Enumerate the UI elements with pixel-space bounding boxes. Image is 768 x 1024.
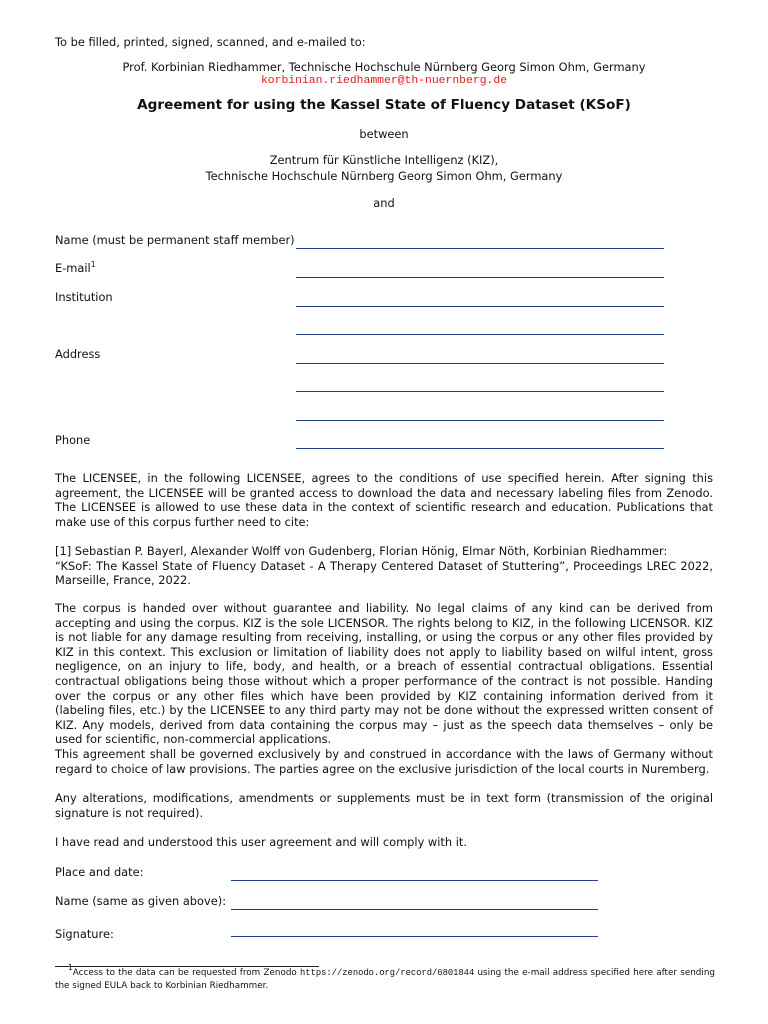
and-text: and bbox=[373, 196, 395, 210]
address-field-2[interactable] bbox=[296, 391, 664, 392]
zenodo-link[interactable]: https://zenodo.org/record/6801844 bbox=[300, 968, 475, 978]
signature-name-field[interactable] bbox=[231, 909, 598, 910]
party-line-2: Technische Hochschule Nürnberg Georg Simon Ohm, Germany bbox=[205, 169, 563, 183]
paragraph-terms-intro: The LICENSEE, in the following LICENSEE, agrees to the conditions of use specified herein. After signing this agreement, the LICENSEE will be granted access to download the data and necessary labeling files from Zenodo. The LICENSEE is allowed to use these data in the context of scientific research and education. Publications that make use of this corpus further need to cite: bbox=[55, 471, 713, 529]
name-field[interactable] bbox=[296, 248, 664, 249]
signature-field[interactable] bbox=[231, 936, 598, 937]
email-label: E-mail$^1$ bbox=[55, 260, 96, 275]
recipient: Prof. Korbinian Riedhammer, Technische Hochschule Nürnberg Georg Simon Ohm, Germany bbox=[122, 60, 646, 74]
party-line-1: Zentrum für Künstliche Intelligenz (KIZ), bbox=[269, 153, 499, 167]
paragraph-liability: The corpus is handed over without guarantee and liability. No legal claims of any kind can be derived from accepting and using the corpus. KIZ is the sole LICENSOR. The rights belong to KIZ, in the following LICENSOR. KIZ is not liable for any damage resulting from receiving, installing, or using the corpus or any other files provided by KIZ in this context. This exclusion or limitation of liability does not apply to liability based on wilful intent, gross negligence, on an injury to life, body, and health, or a breach of essential contractual obligations. Essential contractual obligations being those without which a proper performance of the contract is not possible. Handing over the corpus or any other files which have been provided by KIZ containing information derived from it (labeling files, etc.) by the LICENSEE to any third party may not be done without the expressed written consent of KIZ. Any models, derived from data containing the corpus may – just as the speech data themselves – only be used for scientific, non-commercial applications. bbox=[55, 601, 713, 747]
address-label: Address bbox=[55, 347, 101, 361]
place-date-label: Place and date: bbox=[55, 865, 144, 879]
recipient-email[interactable]: korbinian.riedhammer@th-nuernberg.de bbox=[260, 75, 508, 87]
footnote-number: 1 bbox=[68, 963, 73, 972]
citation bbox=[55, 544, 713, 588]
phone-label: Phone bbox=[55, 433, 91, 447]
name-label: Name (must be permanent staff member) bbox=[55, 233, 295, 247]
address-field-1[interactable] bbox=[296, 363, 664, 364]
citation-authors: [1] Sebastian P. Bayerl, Alexander Wolff von Gudenberg, Florian Hönig, Elmar Nöth, Korbinian Riedhammer: bbox=[55, 544, 668, 558]
phone-field[interactable] bbox=[296, 448, 664, 449]
email-field[interactable] bbox=[296, 277, 664, 278]
footnote: $^1$Access to the data can be requested from Zenodo https://zenodo.org/record/6801844 using the e-mail address specified here after sending the signed EULA back to Korbinian Riedhammer. bbox=[55, 963, 715, 991]
instruction-text: To be filled, printed, signed, scanned, and e-mailed to: bbox=[55, 35, 366, 49]
page-title: Agreement for using the Kassel State of Fluency Dataset (KSoF) bbox=[137, 97, 631, 113]
institution-field-2[interactable] bbox=[296, 334, 664, 335]
citation-title: “KSoF: The Kassel State of Fluency Dataset - A Therapy Centered Dataset of Stuttering”, Proceedings LREC 2022, Marseille, France, 2022. bbox=[55, 558, 713, 588]
institution-field[interactable] bbox=[296, 306, 664, 307]
between-text: between bbox=[359, 127, 409, 141]
signature-name-label: Name (same as given above): bbox=[55, 894, 227, 908]
paragraph-governing-law: This agreement shall be governed exclusively by and construed in accordance with the laws of Germany without regard to choice of law provisions. The parties agree on the exclusive jurisdiction of the local courts in Nuremberg. bbox=[55, 747, 713, 776]
paragraph-acknowledgement: I have read and understood this user agreement and will comply with it. bbox=[55, 835, 467, 849]
signature-label: Signature: bbox=[55, 927, 114, 941]
footnote-mark: 1 bbox=[90, 260, 96, 269]
paragraph-alterations: Any alterations, modifications, amendments or supplements must be in text form (transmission of the original signature is not required). bbox=[55, 791, 713, 820]
place-date-field[interactable] bbox=[231, 880, 598, 881]
institution-label: Institution bbox=[55, 290, 113, 304]
address-field-3[interactable] bbox=[296, 420, 664, 421]
